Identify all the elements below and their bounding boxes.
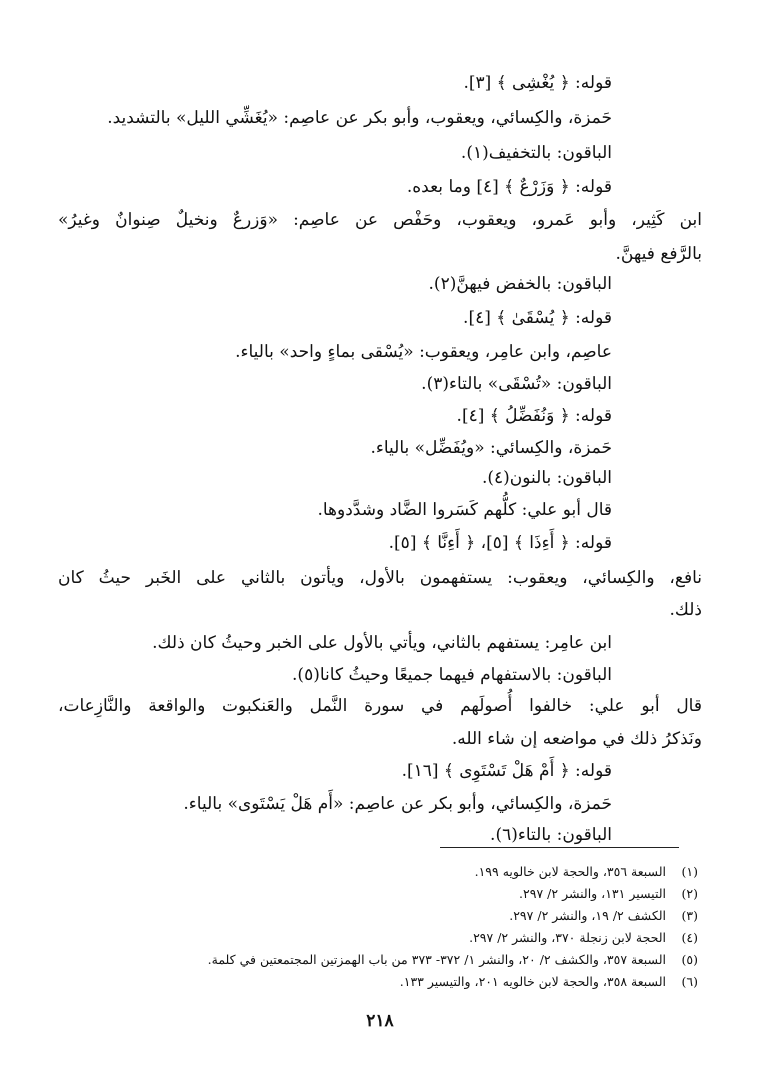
footnote-number: (١) <box>681 864 698 879</box>
footnote-number: (٢) <box>681 886 698 901</box>
footnote-divider <box>440 847 679 848</box>
page-number: ٢١٨ <box>366 1011 394 1031</box>
footnote-number: (٦) <box>681 974 698 989</box>
footnote-text: السبعة ٣٥٦، والحجة لابن خالويه ١٩٩. <box>474 864 666 879</box>
text-line-17: ذلك. <box>669 600 702 620</box>
footnote-number: (٣) <box>681 908 698 923</box>
text-line-23: حَمزة، والكِسائي، وأبو بكر عن عاصِم: «أَم هَلْ يَسْتَوى» بالياء. <box>183 794 612 814</box>
text-line-13: الباقون: بالنون(٤). <box>481 468 612 488</box>
footnote-number: (٤) <box>681 930 698 945</box>
footnote-text: الحجة لابن زنجلة ٣٧٠، والنشر ٢/ ٢٩٧. <box>469 930 666 945</box>
footnote-1 <box>475 862 698 882</box>
text-line-11: قوله: ﴿ وَنُفَضِّلُ ﴾ [٤]. <box>456 406 612 426</box>
footnote-text: الكشف ٢/ ١٩، والنشر ٢/ ٢٩٧. <box>509 908 666 923</box>
footnote-text: السبعة ٣٥٨، والحجة لابن خالويه ٢٠١، والتيسير ١٣٣. <box>399 974 666 989</box>
text-line-8: قوله: ﴿ يُسْقَىٰ ﴾ [٤]. <box>463 308 612 328</box>
footnote-4 <box>469 928 698 948</box>
text-line-24: الباقون: بالتاء(٦). <box>490 825 612 845</box>
text-line-22: قوله: ﴿ أَمْ هَلْ تَسْتَوِى ﴾ [١٦]. <box>401 761 612 781</box>
text-line-12: حَمزة، والكِسائي: «ويُفَضِّل» بالياء. <box>370 438 612 458</box>
footnote-3 <box>509 906 698 926</box>
text-line-7: الباقون: بالخفض فيهنَّ(٢). <box>428 274 612 294</box>
footnote-2 <box>519 884 698 904</box>
text-line-14: قال أبو علي: كلُّهم كَسَروا الضَّاد وشدَّدوها. <box>317 500 612 520</box>
text-line-2: حَمزة، والكِسائي، ويعقوب، وأبو بكر عن عاصِم: «يُغَشِّي الليل» بالتشديد. <box>107 108 612 128</box>
footnote-5 <box>208 950 698 970</box>
text-line-1: قوله: ﴿ يُغْشِى ﴾ [٣]. <box>463 73 612 93</box>
footnote-text: السبعة ٣٥٧، والكشف ٢/ ٢٠، والنشر ١/ ٣٧٢- ٣٧٣ من باب الهمزتين المجتمعتين في كلمة. <box>207 952 666 967</box>
text-line-10: الباقون: «تُسْقَى» بالتاء(٣). <box>421 374 612 394</box>
text-line-16: نافع، والكِسائي، ويعقوب: يستفهمون بالأول، ويأتون بالثاني على الخَبر حيثُ كان <box>58 568 702 588</box>
text-line-6: بالرَّفع فيهنَّ. <box>615 244 702 264</box>
text-line-15: قوله: ﴿ أَءِذَا ﴾ [٥]، ﴿ أَءِنَّا ﴾ [٥]. <box>388 533 612 553</box>
text-line-18: ابن عامِر: يستفهم بالثاني، ويأتي بالأول على الخبر وحيثُ كان ذلك. <box>152 633 612 653</box>
text-line-9: عاصِم، وابن عامِر، ويعقوب: «يُسْقى بماءٍ واحد» بالياء. <box>235 342 612 362</box>
footnote-text: التيسير ١٣١، والنشر ٢/ ٢٩٧. <box>519 886 666 901</box>
text-line-21: ونَذكرُ ذلك في مواضعه إن شاء الله. <box>451 729 702 749</box>
text-line-19: الباقون: بالاستفهام فيهما جميعًا وحيثُ كانا(٥). <box>292 665 612 685</box>
footnote-number: (٥) <box>681 952 698 967</box>
footnote-6 <box>400 972 698 992</box>
text-line-3: الباقون: بالتخفيف(١). <box>460 143 612 163</box>
text-line-4: قوله: ﴿ وَزَرْعٌ ﴾ [٤] وما بعده. <box>406 177 612 197</box>
text-line-20: قال أبو علي: خالفوا أُصولَهم في سورة النَّمل والعَنكبوت والواقعة والنَّازِعات، <box>58 696 702 716</box>
text-line-5: ابن كَثِير، وأبو عَمرو، ويعقوب، وحَفْص عن عاصِم: «وَزرعٌ ونخيلٌ صِنوانٌ وغيرُ» <box>58 210 702 230</box>
